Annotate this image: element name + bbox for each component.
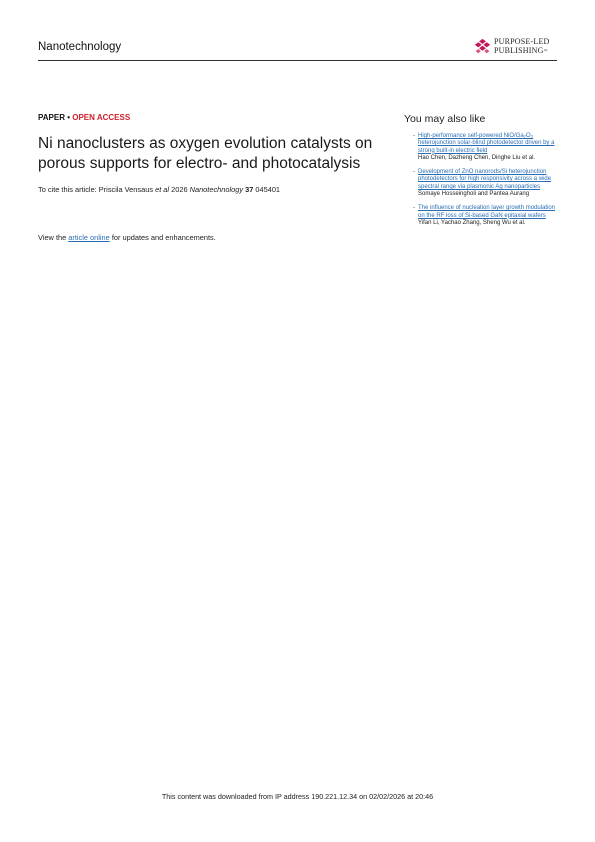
publisher-logo-icon: [474, 38, 491, 55]
related-article-link[interactable]: The influence of nucleation layer growth modulation on the RF loss of Si-based GaN epitaxial wafers: [418, 205, 556, 219]
related-article-item: [413, 133, 558, 162]
cite-number: 045401: [253, 185, 281, 194]
open-access-label: OPEN ACCESS: [72, 113, 131, 122]
logo-trademark: ™: [543, 47, 548, 53]
related-article-item: [413, 205, 558, 227]
related-article-authors: Yifan Li, Yachao Zhang, Sheng Wu et al.: [418, 219, 526, 226]
header-divider: [38, 60, 557, 61]
list-bullet: -: [413, 169, 415, 176]
list-bullet: -: [413, 133, 415, 139]
related-article-link[interactable]: Development of ZnO nanorods/Si heterojunction photodetectors for high responsivity across a wide spectral range via plasmonic Ag nanoparticles: [418, 169, 552, 190]
view-online-line: [38, 233, 216, 242]
related-articles-heading: You may also like: [404, 113, 486, 125]
list-bullet: -: [413, 205, 415, 212]
related-article-authors: Somaye Hosseingholi and Pantea Aurang: [418, 191, 530, 198]
related-article-authors: Hao Chen, Dazheng Chen, Dinghe Liu et al.: [418, 154, 536, 161]
kicker-separator: •: [64, 113, 73, 122]
cite-year: 2026: [169, 185, 190, 194]
publisher-logo[interactable]: [474, 38, 550, 55]
journal-name: Nanotechnology: [38, 41, 122, 53]
article-type: PAPER: [38, 113, 65, 122]
cite-etal: et al: [155, 185, 170, 194]
logo-line-2: PUBLISHING: [494, 45, 544, 55]
view-prefix: View the: [38, 233, 69, 242]
related-articles-list: [413, 133, 558, 234]
article-title: Ni nanoclusters as oxygen evolution catalysts on porous supports for electro- and photocatalysis: [38, 135, 373, 172]
cite-journal: Nanotechnology: [189, 185, 244, 194]
publisher-logo-text: [494, 38, 550, 55]
article-online-link[interactable]: article online: [68, 233, 110, 242]
cite-volume: 37: [243, 185, 254, 194]
view-suffix: for updates and enhancements.: [109, 233, 216, 242]
citation: [38, 185, 280, 194]
related-article-item: [413, 169, 558, 198]
article-kicker: [38, 113, 130, 122]
logo-line-1: PURPOSE-LED: [494, 37, 550, 46]
download-footer: This content was downloaded from IP address 190.221.12.34 on 02/02/2026 at 20:46: [161, 792, 434, 801]
cite-prefix: To cite this article: Priscila Vensaus: [38, 185, 156, 194]
related-article-link[interactable]: High-performance self-powered NiO/Ga₂O₃ heterojunction solar-blind photodetector driven by a strong built-in electric field: [418, 133, 555, 154]
